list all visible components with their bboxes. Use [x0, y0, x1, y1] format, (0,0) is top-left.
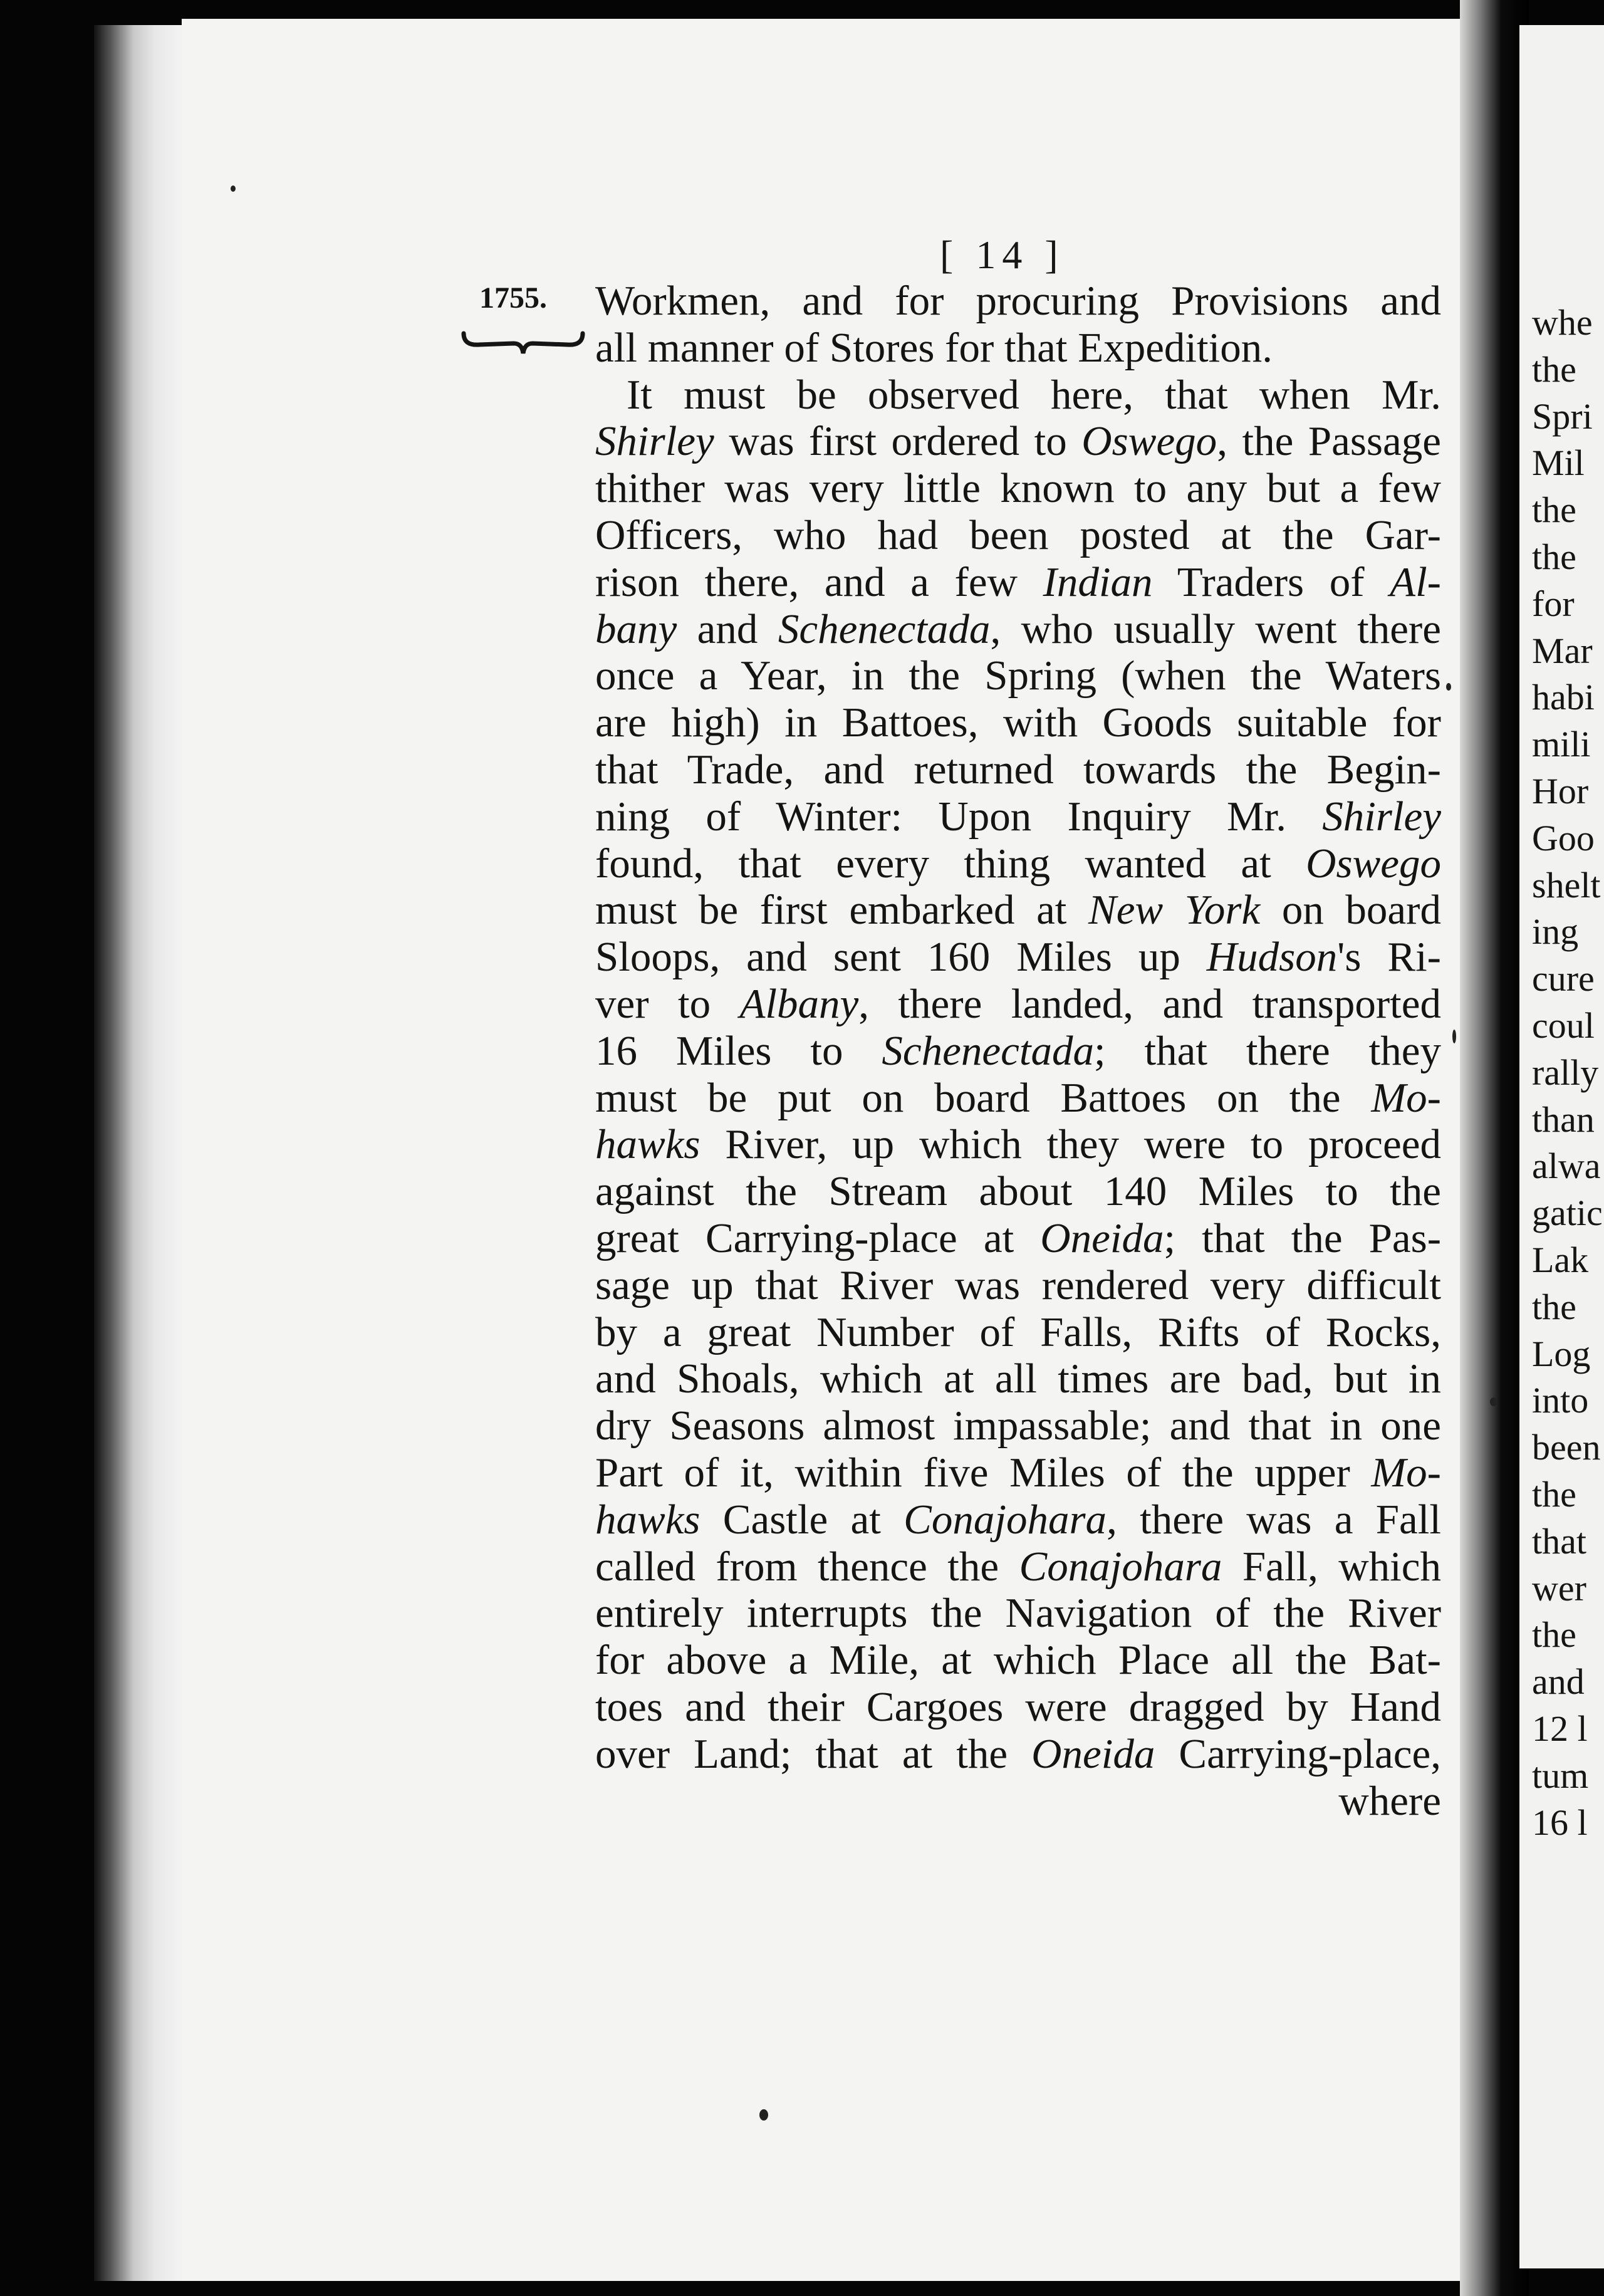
- text-run: entirely interrupts the Navigation of the River: [595, 1590, 1441, 1637]
- text-run: that Trade, and returned towards the Begin-: [595, 746, 1441, 793]
- text-line: [595, 1590, 1441, 1637]
- text-line: [595, 1215, 1441, 1262]
- facing-page-fragment: than: [1532, 1098, 1595, 1140]
- facing-page-fragment: Spri: [1532, 395, 1593, 437]
- margin-year-note: 1755.: [479, 281, 547, 315]
- text-run: , there was a Fall: [1107, 1496, 1441, 1543]
- text-run: ning of Winter: Upon Inquiry Mr.: [595, 793, 1323, 840]
- text-run: 's Ri-: [1337, 934, 1441, 981]
- facing-page-fragment: gatic: [1532, 1192, 1603, 1234]
- text-line: [595, 699, 1441, 746]
- text-line: [595, 1355, 1441, 1402]
- text-run: and Shoals, which at all times are bad, but in: [595, 1355, 1441, 1402]
- text-line: [595, 1309, 1441, 1356]
- facing-page-fragment: Mar: [1532, 630, 1593, 671]
- text-line: [595, 746, 1441, 793]
- text-run: Workmen, and for procuring Provisions and: [595, 278, 1441, 324]
- italic-text-run: Shirley: [1322, 793, 1441, 840]
- text-run: River, up which they were to proceed: [700, 1121, 1441, 1168]
- italic-text-run: hawks: [595, 1496, 700, 1543]
- italic-text-run: hawks: [595, 1121, 700, 1168]
- text-line: [595, 606, 1441, 653]
- italic-text-run: New York: [1088, 887, 1261, 934]
- ink-speck: [759, 2109, 768, 2121]
- text-line: [595, 325, 1441, 372]
- text-run: ; that there they: [1093, 1027, 1441, 1074]
- text-line: [595, 1449, 1441, 1496]
- facing-page-fragment: ing: [1532, 911, 1579, 952]
- italic-text-run: Mo-: [1371, 1449, 1441, 1496]
- text-line: [595, 1168, 1441, 1215]
- text-run: Part of it, within five Miles of the upper: [595, 1449, 1372, 1496]
- text-line: [595, 465, 1441, 512]
- margin-brace-ornament: [461, 327, 586, 358]
- italic-text-run: Al-: [1390, 558, 1441, 605]
- text-run: toes and their Cargoes were dragged by Hand: [595, 1683, 1441, 1730]
- text-run: , there landed, and transported: [858, 980, 1441, 1027]
- text-line: [595, 512, 1441, 559]
- facing-page-fragment: whe: [1532, 302, 1593, 343]
- text-line: [595, 840, 1441, 887]
- italic-text-run: Indian: [1043, 558, 1153, 605]
- text-line: [595, 1731, 1441, 1778]
- text-line: [595, 1496, 1441, 1543]
- facing-page-fragment: 16 l: [1532, 1802, 1588, 1843]
- text-run: ver to: [595, 980, 740, 1027]
- page-number: [ 14 ]: [940, 232, 1065, 277]
- text-run: all manner of Stores for that Expedition.: [595, 324, 1273, 371]
- ink-speck: [1446, 683, 1451, 691]
- facing-page-fragment: for: [1532, 583, 1575, 624]
- facing-page-fragment: that: [1532, 1520, 1586, 1562]
- previous-page-edge: [94, 25, 182, 2281]
- facing-page-fragment: and: [1532, 1661, 1585, 1703]
- text-run: by a great Number of Falls, Rifts of Rocks,: [595, 1308, 1441, 1355]
- text-run: on board: [1260, 887, 1441, 934]
- facing-page-fragment: into: [1532, 1380, 1589, 1421]
- text-run: Castle at: [700, 1496, 904, 1543]
- text-line: [595, 887, 1441, 934]
- text-run: It must be observed here, that when Mr.: [627, 371, 1441, 418]
- facing-page-fragment: the: [1532, 1286, 1576, 1327]
- text-line: [595, 1262, 1441, 1309]
- text-run: dry Seasons almost impassable; and that in one: [595, 1402, 1441, 1449]
- text-run: against the Stream about 140 Miles to the: [595, 1168, 1441, 1215]
- text-line: [595, 559, 1441, 606]
- text-run: sage up that River was rendered very difficult: [595, 1261, 1441, 1308]
- book-gutter: [1460, 0, 1529, 2296]
- facing-page-fragment: habi: [1532, 677, 1595, 718]
- text-run: , who usually went there: [990, 605, 1441, 652]
- facing-page-fragment: the: [1532, 1614, 1576, 1656]
- italic-text-run: bany: [595, 605, 677, 652]
- text-run: are high) in Battoes, with Goods suitable for: [595, 699, 1441, 746]
- text-run: must be put on board Battoes on the: [595, 1074, 1372, 1121]
- text-run: Carrying-place,: [1155, 1730, 1441, 1777]
- text-run: great Carrying-place at: [595, 1214, 1041, 1261]
- text-line: [595, 1121, 1441, 1168]
- facing-page-fragment: the: [1532, 1473, 1576, 1515]
- text-run: rison there, and a few: [595, 558, 1043, 605]
- text-run: , the Passage: [1217, 418, 1441, 465]
- text-line: [595, 793, 1441, 840]
- text-line: [595, 1543, 1441, 1590]
- text-line: [595, 278, 1441, 325]
- text-run: for above a Mile, at which Place all the Bat-: [595, 1637, 1441, 1684]
- text-run: found, that every thing wanted at: [595, 840, 1306, 887]
- facing-page-text: [1532, 300, 1603, 1846]
- italic-text-run: Shirley: [595, 418, 714, 465]
- text-run: must be first embarked at: [595, 887, 1089, 934]
- text-run: 16 Miles to: [595, 1027, 882, 1074]
- italic-text-run: Oneida: [1040, 1214, 1164, 1261]
- italic-text-run: Oswego: [1306, 840, 1441, 887]
- facing-page-fragment: tum: [1532, 1755, 1589, 1796]
- text-run: and: [677, 605, 778, 652]
- facing-page-fragment: cure: [1532, 958, 1595, 999]
- facing-page-fragment: the: [1532, 348, 1576, 390]
- text-run: thither was very little known to any but a few: [595, 465, 1441, 512]
- text-line: [595, 1402, 1441, 1449]
- text-run: once a Year, in the Spring (when the Waters: [595, 652, 1441, 699]
- text-line: [595, 418, 1441, 465]
- facing-page-fragment: mili: [1532, 724, 1591, 765]
- facing-page-fragment: wer: [1532, 1567, 1586, 1609]
- facing-page-fragment: rally: [1532, 1051, 1599, 1093]
- facing-page-fragment: the: [1532, 489, 1576, 531]
- italic-text-run: Schenectada: [778, 605, 991, 652]
- ink-speck: [231, 185, 236, 192]
- facing-page-fragment: shelt: [1532, 864, 1601, 905]
- facing-page-fragment: alwa: [1532, 1145, 1601, 1187]
- text-line: [595, 981, 1441, 1028]
- facing-page-fragment: been: [1532, 1427, 1601, 1468]
- ink-speck: [1452, 1030, 1456, 1043]
- facing-page-fragment: Lak: [1532, 1239, 1589, 1280]
- text-line: [595, 934, 1441, 981]
- text-line: [595, 1028, 1441, 1075]
- italic-text-run: Mo-: [1371, 1074, 1441, 1121]
- text-run: was first ordered to: [714, 418, 1082, 465]
- text-line: [595, 372, 1441, 419]
- facing-page-fragment: Log: [1532, 1333, 1591, 1374]
- italic-text-run: Albany: [739, 980, 859, 1027]
- ink-speck: [1490, 1397, 1497, 1406]
- facing-page-fragment: the: [1532, 536, 1576, 577]
- italic-text-run: Conajohara: [1019, 1543, 1222, 1590]
- text-line: [595, 1684, 1441, 1731]
- facing-page-fragment: Mil: [1532, 442, 1585, 484]
- facing-page-fragment: Hor: [1532, 770, 1589, 811]
- italic-text-run: Hudson: [1206, 934, 1338, 981]
- page-body-text: [595, 278, 1441, 1824]
- text-line: [595, 1075, 1441, 1122]
- text-run: Fall, which: [1222, 1543, 1441, 1590]
- facing-page-fragment: Goo: [1532, 817, 1595, 858]
- italic-text-run: Schenectada: [882, 1027, 1094, 1074]
- text-line: [595, 1637, 1441, 1684]
- facing-page-fragment: 12 l: [1532, 1708, 1588, 1749]
- text-run: Officers, who had been posted at the Gar-: [595, 511, 1441, 558]
- text-line: [595, 652, 1441, 699]
- text-run: Sloops, and sent 160 Miles up: [595, 934, 1207, 981]
- italic-text-run: Oswego: [1081, 418, 1217, 465]
- text-run: over Land; that at the: [595, 1730, 1032, 1777]
- facing-page-fragment: coul: [1532, 1004, 1595, 1046]
- catchword: where: [1338, 1777, 1441, 1824]
- text-run: ; that the Pas-: [1164, 1214, 1441, 1261]
- italic-text-run: Oneida: [1031, 1730, 1155, 1777]
- text-run: called from thence the: [595, 1543, 1019, 1590]
- text-run: Traders of: [1152, 558, 1390, 605]
- italic-text-run: Conajohara: [904, 1496, 1107, 1543]
